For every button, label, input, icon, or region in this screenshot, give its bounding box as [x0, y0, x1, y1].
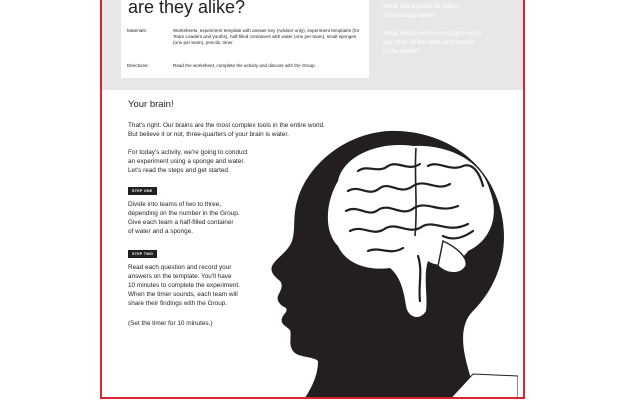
- step-one-line-2: depending on the number in the Group.: [128, 210, 240, 217]
- activity-line-1: For today's activity, we're going to conduct: [128, 149, 248, 156]
- title-card: [121, 0, 369, 78]
- step-two-line-4: When the timer sounds, each team will: [128, 291, 238, 298]
- step-one-badge: STEP ONE: [128, 187, 157, 195]
- worksheet-page: [100, 0, 525, 399]
- step-two-line-2: answers on the template. You'll have: [128, 273, 232, 280]
- step-two-badge: STEP TWO: [128, 250, 157, 258]
- sidebar-q2-line3: in the world?: [383, 48, 420, 55]
- step-two-line-1: Read each question and record your: [128, 264, 232, 271]
- step-one-line-4: of water and a sponge.: [128, 228, 194, 235]
- head-brain-illustration: [268, 126, 518, 399]
- step-two-line-5: share their findings with the Group.: [128, 300, 228, 307]
- sidebar-q2-line1: What sends more messages every: [383, 30, 482, 37]
- sidebar-q1-line2: microscopic cells?: [383, 12, 435, 19]
- activity-line-3: Let's read the steps and get started.: [128, 167, 230, 174]
- step-one-line-3: Give each team a half-filled container: [128, 219, 234, 226]
- header-band: [102, 0, 523, 90]
- timer-note: (Set the timer for 10 minutes.): [128, 320, 213, 327]
- sidebar-q2-line2: day than all the texts and emails: [383, 39, 475, 46]
- activity-line-2: an experiment using a sponge and water.: [128, 158, 245, 165]
- section-heading: Your brain!: [128, 99, 174, 110]
- intro-line-2: But believe it or not, three-quarters of your brain is water.: [128, 131, 289, 138]
- step-one-line-1: Divide into teams of two to three,: [128, 201, 222, 208]
- page-title: are they alike?: [128, 0, 246, 17]
- sidebar-q1-line1: What has around 86 billion: [383, 3, 459, 10]
- intro-line-1: That's right. Our brains are the most complex tools in the entire world.: [128, 122, 325, 129]
- directions-value: Read the worksheet, complete the activity and discuss with the Group.: [173, 63, 316, 68]
- step-two-line-3: 10 minutes to complete the experiment.: [128, 282, 240, 289]
- directions-label: Directions:: [127, 63, 149, 68]
- materials-value: Worksheets, experiment template with answer key (Adviser only), experiment templates (for Team Leaders and youths), half-filled containers with water (one per team), small sponges (one per team), pencils, timer: [173, 28, 360, 45]
- materials-label: Materials:: [127, 28, 147, 33]
